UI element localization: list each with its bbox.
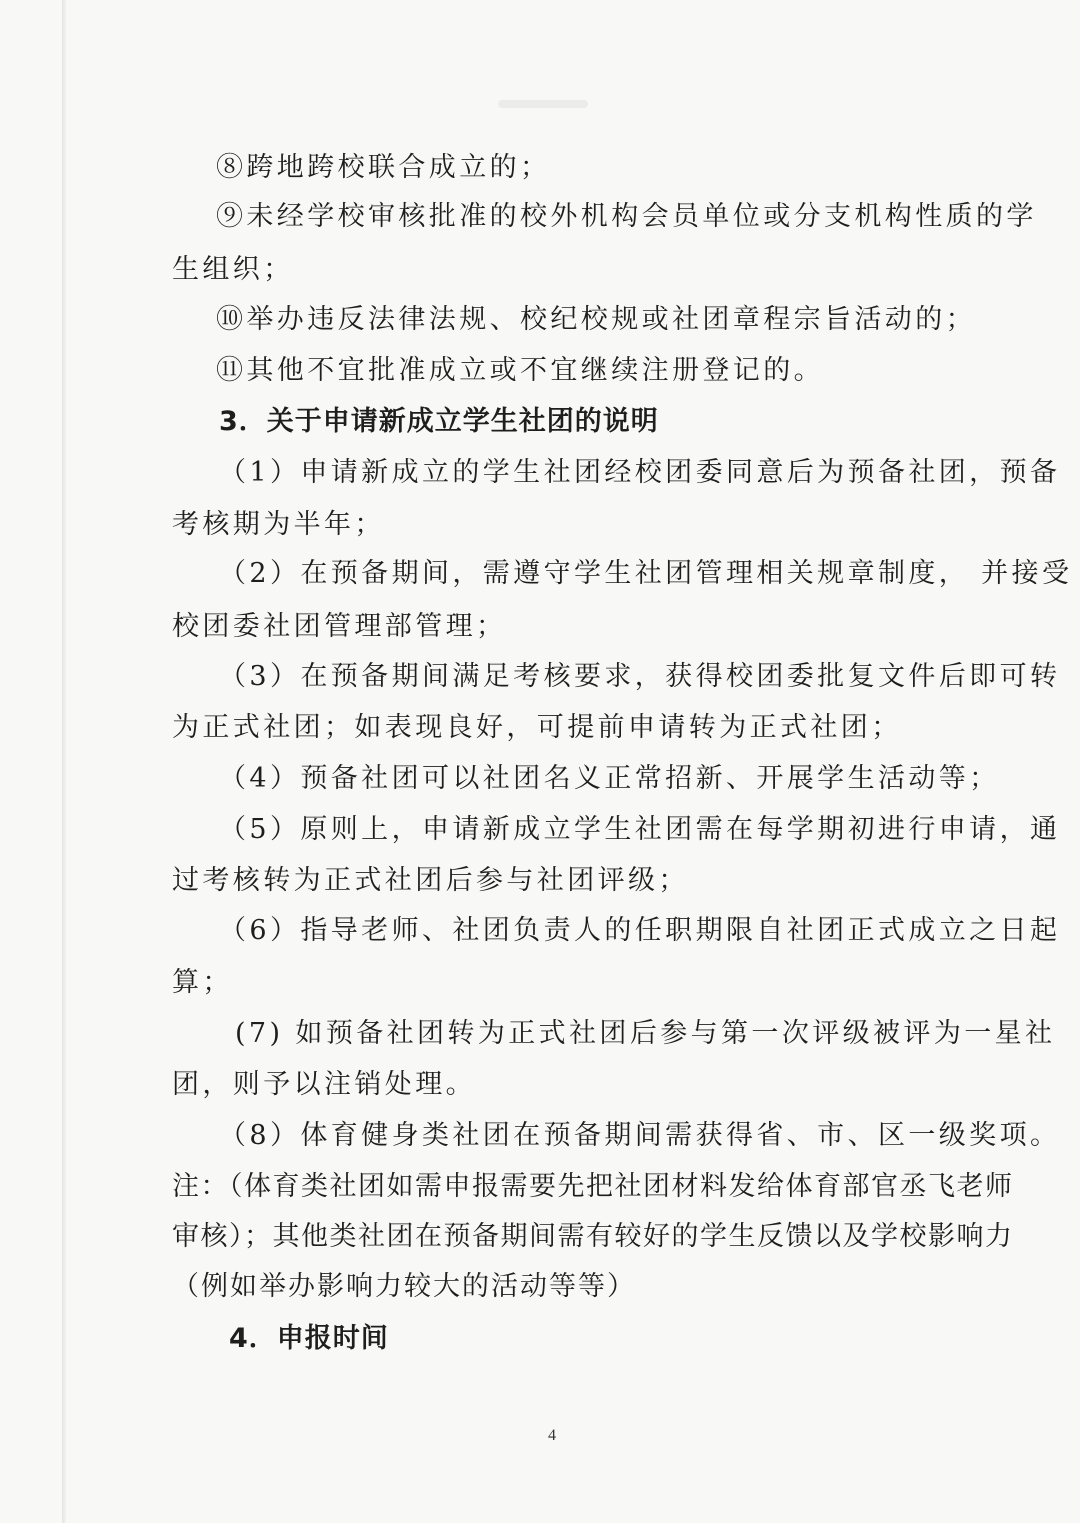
text-line: 生组织； bbox=[172, 254, 294, 285]
text-line: （例如举办影响力较大的活动等等） bbox=[172, 1271, 636, 1302]
text-line: （6）指导老师、社团负责人的任职期限自社团正式成立之日起 bbox=[219, 915, 1061, 946]
text-line: （2）在预备期间，需遵守学生社团管理相关规章制度， 并接受 bbox=[219, 558, 1073, 589]
text-line: 过考核转为正式社团后参与社团评级； bbox=[172, 865, 689, 896]
section-heading: 3．关于申请新成立学生社团的说明 bbox=[219, 406, 659, 437]
section-heading: 4．申报时间 bbox=[229, 1323, 389, 1354]
text-line: 团，则予以注销处理。 bbox=[172, 1069, 476, 1100]
text-line: ⑧跨地跨校联合成立的； bbox=[216, 152, 551, 183]
text-line: ⑨未经学校审核批准的校外机构会员单位或分支机构性质的学 bbox=[216, 201, 1037, 232]
text-line: （3）在预备期间满足考核要求，获得校团委批复文件后即可转 bbox=[219, 661, 1061, 692]
text-line: （8）体育健身类社团在预备期间需获得省、市、区一级奖项。 bbox=[219, 1120, 1061, 1151]
text-line: ⑪其他不宜批准成立或不宜继续注册登记的。 bbox=[216, 355, 824, 386]
text-line: 审核）；其他类社团在预备期间需有较好的学生反馈以及学校影响力 bbox=[172, 1221, 1014, 1252]
text-line: 考核期为半年； bbox=[172, 509, 385, 540]
text-line: （5）原则上，申请新成立学生社团需在每学期初进行申请，通 bbox=[219, 814, 1061, 845]
text-line: 注：（体育类社团如需申报需要先把社团材料发给体育部官丞飞老师 bbox=[172, 1171, 1014, 1202]
text-line: 为正式社团；如表现良好，可提前申请转为正式社团； bbox=[172, 712, 902, 743]
scan-artifact bbox=[498, 100, 588, 108]
text-line: （4）预备社团可以社团名义正常招新、开展学生活动等； bbox=[219, 763, 1000, 794]
page-number: 4 bbox=[548, 1427, 556, 1444]
text-line: (7) 如预备社团转为正式社团后参与第一次评级被评为一星社 bbox=[235, 1018, 1056, 1049]
text-line: 算； bbox=[172, 967, 233, 998]
text-line: （1）申请新成立的学生社团经校团委同意后为预备社团，预备 bbox=[219, 457, 1061, 488]
scan-page-edge bbox=[62, 0, 66, 1523]
text-line: 校团委社团管理部管理； bbox=[172, 611, 507, 642]
text-line: ⑩举办违反法律法规、校纪校规或社团章程宗旨活动的； bbox=[216, 304, 976, 335]
